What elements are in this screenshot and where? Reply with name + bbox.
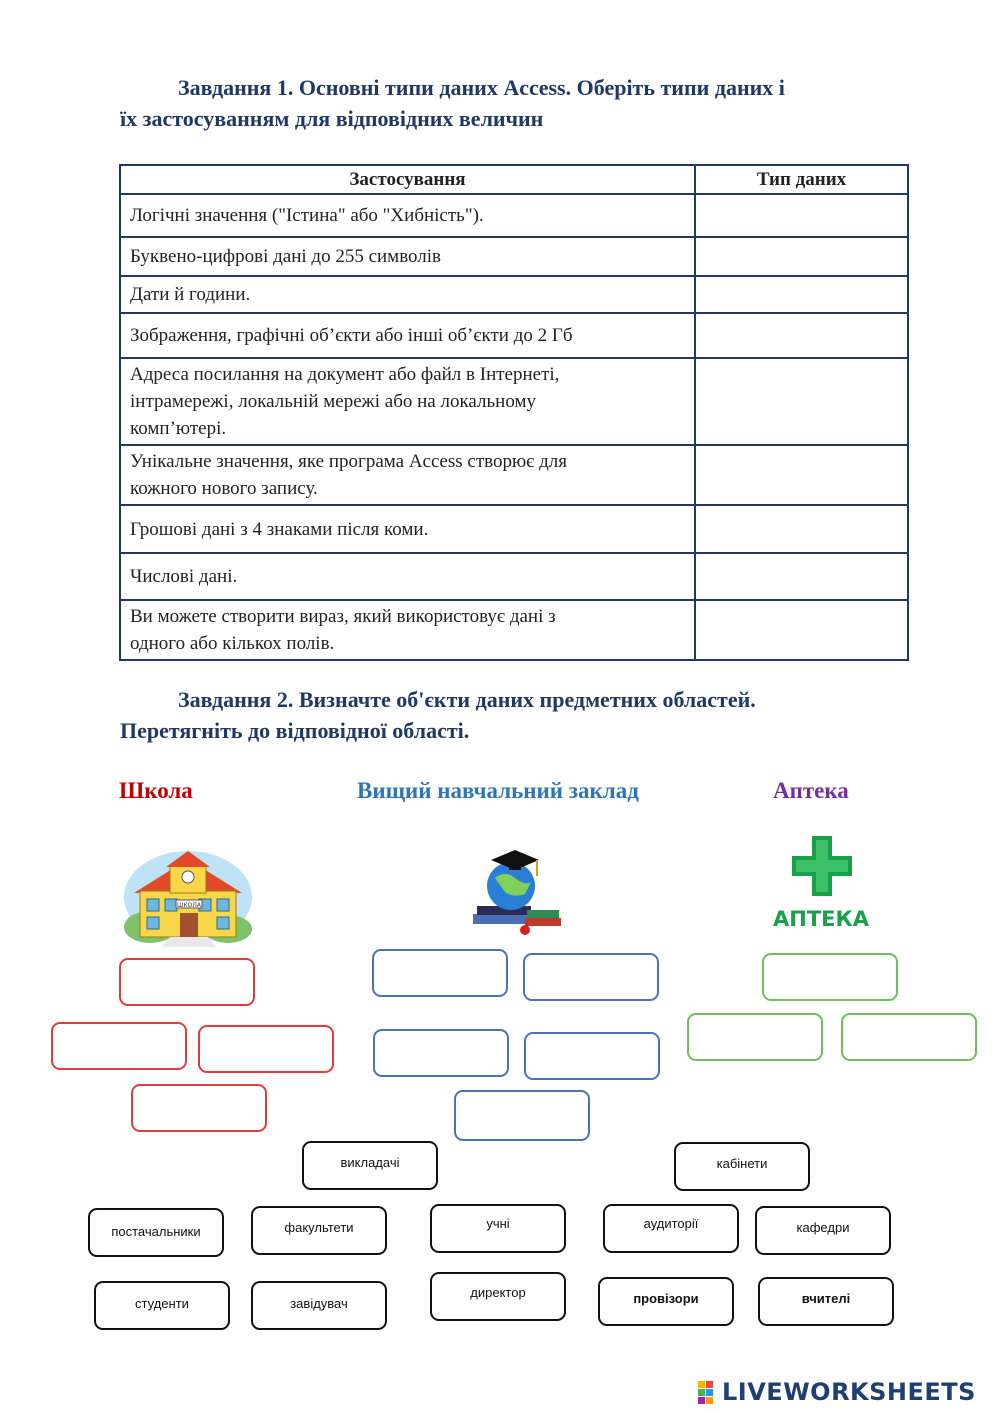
university-globe-image xyxy=(465,842,565,940)
school-building-image xyxy=(120,845,255,950)
data-type-answer-cell[interactable] xyxy=(695,194,908,237)
university-drop-zone-5[interactable] xyxy=(454,1090,590,1141)
usage-text-line: Унікальне значення, яке програма Access створює для xyxy=(130,451,567,472)
usage-text-line: комп’ютері. xyxy=(130,418,227,439)
usage-text-line: Ви можете створити вираз, який використовує дані з xyxy=(130,606,556,627)
table-row xyxy=(120,553,908,600)
usage-cell xyxy=(120,505,695,553)
table-row xyxy=(120,505,908,553)
task1-heading xyxy=(120,72,940,134)
school-drop-zone-4[interactable] xyxy=(131,1084,267,1132)
category-school-title: Школа xyxy=(119,778,193,803)
data-type-answer-cell[interactable] xyxy=(695,600,908,660)
pharmacy-drop-zone-1[interactable] xyxy=(762,953,898,1001)
data-type-answer-cell[interactable] xyxy=(695,313,908,358)
column-header-type: Тип даних xyxy=(695,165,908,194)
pharmacy-cross-image xyxy=(766,834,876,934)
usage-text-line: Буквено-цифрові дані до 255 символів xyxy=(130,246,442,267)
data-type-answer-cell[interactable] xyxy=(695,505,908,553)
drag-chip-postachalnyky[interactable]: постачальники xyxy=(88,1208,224,1257)
table-row xyxy=(120,445,908,505)
pharmacy-logo-text: АПТЕКА xyxy=(773,907,869,931)
usage-cell xyxy=(120,313,695,358)
data-type-answer-cell[interactable] xyxy=(695,553,908,600)
table-row xyxy=(120,194,908,237)
university-drop-zone-3[interactable] xyxy=(373,1029,509,1077)
table-row xyxy=(120,600,908,660)
usage-cell xyxy=(120,276,695,313)
school-drop-zone-3[interactable] xyxy=(198,1025,334,1073)
usage-text-line: Грошові дані з 4 знаками після коми. xyxy=(130,518,429,540)
table-row xyxy=(120,237,908,276)
drag-chip-provizory[interactable]: провізори xyxy=(598,1277,734,1326)
school-drop-zone-2[interactable] xyxy=(51,1022,187,1070)
university-drop-zone-2[interactable] xyxy=(523,953,659,1001)
usage-text-line: інтрамережі, локальній мережі або на локальному xyxy=(130,391,536,412)
category-pharmacy-title: Аптека xyxy=(773,778,849,803)
drag-chip-fakultety[interactable]: факультети xyxy=(251,1206,387,1255)
table-row xyxy=(120,358,908,445)
usage-cell xyxy=(120,237,695,276)
university-drop-zone-1[interactable] xyxy=(372,949,508,997)
usage-text-line: Дати й години. xyxy=(130,284,251,305)
table-row xyxy=(120,276,908,313)
data-type-answer-cell[interactable] xyxy=(695,358,908,445)
task2-heading xyxy=(120,684,940,746)
data-type-answer-cell[interactable] xyxy=(695,237,908,276)
liveworksheets-brand: LIVEWORKSHEETS xyxy=(722,1378,976,1406)
task2-heading-line1: Завдання 2. Визначте об'єкти даних предметних областей. xyxy=(178,687,756,712)
category-university-title: Вищий навчальний заклад xyxy=(357,778,639,803)
drag-chip-studenty[interactable]: студенти xyxy=(94,1281,230,1330)
data-type-answer-cell[interactable] xyxy=(695,445,908,505)
usage-cell xyxy=(120,553,695,600)
drag-chip-vchyteli[interactable]: вчителі xyxy=(758,1277,894,1326)
table-row xyxy=(120,313,908,358)
drag-chip-dyrektor[interactable]: директор xyxy=(430,1272,566,1321)
usage-text-line: Адреса посилання на документ або файл в Інтернеті, xyxy=(130,364,560,385)
task1-heading-line1: Завдання 1. Основні типи даних Access. Оберіть типи даних і xyxy=(178,75,785,100)
pharmacy-drop-zone-3[interactable] xyxy=(841,1013,977,1061)
drag-chip-kafedry[interactable]: кафедри xyxy=(755,1206,891,1255)
usage-text-line: Числові дані. xyxy=(130,566,238,587)
usage-text-line: одного або кількох полів. xyxy=(130,633,335,654)
usage-cell xyxy=(120,358,695,445)
task2-heading-line2: Перетягніть до відповідної області. xyxy=(120,718,470,743)
drag-chip-audytorii[interactable]: аудиторії xyxy=(603,1204,739,1253)
drag-chip-zaviduvach[interactable]: завідувач xyxy=(251,1281,387,1330)
usage-cell xyxy=(120,194,695,237)
drag-chip-uchni[interactable]: учні xyxy=(430,1204,566,1253)
usage-text-line: кожного нового запису. xyxy=(130,478,318,499)
university-drop-zone-4[interactable] xyxy=(524,1032,660,1080)
usage-text-line: Логічні значення ("Істина" або "Хибність"). xyxy=(130,205,484,226)
drag-chip-kabinety[interactable]: кабінети xyxy=(674,1142,810,1191)
usage-text-line: Зображення, графічні об’єкти або інші об’єкти до 2 Гб xyxy=(130,325,573,346)
usage-cell xyxy=(120,600,695,660)
liveworksheets-logo-icon xyxy=(698,1381,720,1405)
data-types-table xyxy=(119,164,909,661)
usage-cell xyxy=(120,445,695,505)
data-type-answer-cell[interactable] xyxy=(695,276,908,313)
drag-chip-vykladachi[interactable]: викладачі xyxy=(302,1141,438,1190)
school-drop-zone-1[interactable] xyxy=(119,958,255,1006)
column-header-usage: Застосування xyxy=(120,165,695,194)
task1-heading-line2: їх застосуванням для відповідних величин xyxy=(120,106,544,131)
school-sign-text: ШКОЛА xyxy=(176,902,202,909)
table-header-row xyxy=(120,165,908,194)
pharmacy-drop-zone-2[interactable] xyxy=(687,1013,823,1061)
